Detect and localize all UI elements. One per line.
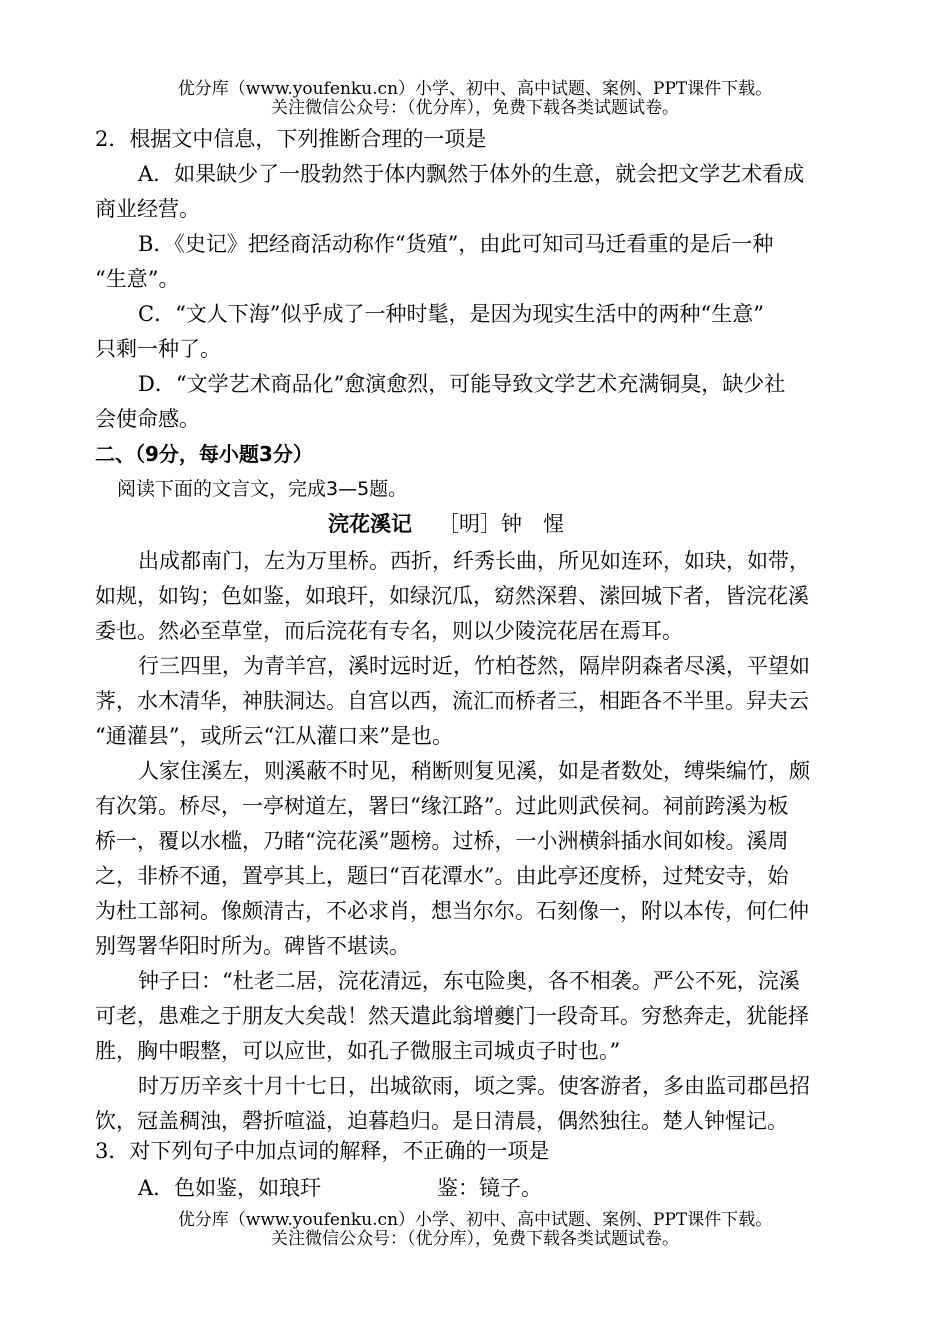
passage-line: 有次第。桥尽，一亭树道左，署曰“缘江路”。过此则武侯祠。祠前跨溪为板 bbox=[95, 794, 789, 818]
passage-line: 之，非桥不通，置亭其上，题曰“百花潭水”。由此亭还度桥，过梵安寺，始 bbox=[95, 864, 789, 888]
q2-option-d-line2: 会使命感。 bbox=[95, 407, 200, 431]
q2-option-b-line1: B．《史记》把经商活动称作“货殖”，由此可知司马迁看重的是后一种 bbox=[138, 232, 774, 256]
q2-option-a-line2: 商业经营。 bbox=[95, 197, 200, 221]
passage-line: 饮，冠盖稠浊，磬折喧溢，迫暮趋归。是日清晨，偶然独往。楚人钟惺记。 bbox=[95, 1109, 788, 1133]
passage-line: 可老，患难之于朋友大矣哉！然天遣此翁增夔门一段奇耳。穷愁奔走，犹能择 bbox=[95, 1004, 809, 1028]
passage-line: 胜，胸中暇整，可以应世，如孔子微服主司城贞子时也。” bbox=[95, 1039, 621, 1063]
passage-author: ［明］钟 惺 bbox=[438, 512, 564, 536]
q2-stem: 2．根据文中信息，下列推断合理的一项是 bbox=[95, 127, 487, 151]
passage-line: 为杜工部祠。像颇清古，不必求肖，想当尔尔。石刻像一，附以本传，何仁仲 bbox=[95, 899, 809, 923]
passage-line: 钟子曰：“杜老二居，浣花清远，东屯险奥，各不相袭。严公不死，浣溪 bbox=[138, 969, 800, 993]
passage-line: 人家住溪左，则溪蔽不时见，稍断则复见溪，如是者数处，缚柴编竹，颇 bbox=[138, 759, 810, 783]
passage-title-block bbox=[328, 509, 564, 539]
passage-line: 时万历辛亥十月十七日，出城欲雨，顷之霁。使客游者，多由监司郡邑招 bbox=[138, 1074, 810, 1098]
passage-line: 如规，如钩；色如鉴，如琅玕，如绿沉瓜，窈然深碧、潆回城下者，皆浣花溪 bbox=[95, 584, 809, 608]
passage-title: 浣花溪记 bbox=[328, 511, 412, 536]
passage-line: 委也。然必至草堂，而后浣花有专名，则以少陵浣花居在焉耳。 bbox=[95, 619, 683, 643]
q2-option-c-line2: 只剩一种了。 bbox=[95, 337, 221, 361]
passage-line: 桥一，覆以水槛，乃睹“浣花溪”题榜。过桥，一小洲横斜插水间如梭。溪周 bbox=[95, 829, 789, 853]
header-bottom-line2: 关注微信公众号：（优分库），免费下载各类试题试卷。 bbox=[271, 1229, 679, 1249]
passage-line: 行三四里，为青羊宫，溪时远时近，竹柏苍然，隔岸阴森者尽溪，平望如 bbox=[138, 654, 810, 678]
header-top-line1: 优分库（www.youfenku.cn）小学、初中、高中试题、案例、PPT课件下载。 bbox=[177, 79, 773, 99]
q2-option-b-line2: “生意”。 bbox=[95, 267, 180, 291]
section-heading: 二、（9分，每小题3分） bbox=[95, 442, 313, 466]
section-instruction: 阅读下面的文言文，完成3—5题。 bbox=[117, 478, 408, 500]
passage-line: “通灌县”，或所云“江从灌口来”是也。 bbox=[95, 724, 453, 748]
header-top-line2: 关注微信公众号：（优分库），免费下载各类试题试卷。 bbox=[271, 98, 679, 118]
q3-stem: 3．对下列句子中加点词的解释，不正确的一项是 bbox=[95, 1139, 550, 1163]
passage-line: 出成都南门，左为万里桥。西折，纤秀长曲，所见如连环，如玦，如带， bbox=[138, 549, 810, 573]
q2-option-a-line1: A．如果缺少了一股勃然于体内飘然于体外的生意，就会把文学艺术看成 bbox=[138, 162, 805, 186]
q3-option-a: A．色如鉴，如琅玕 bbox=[138, 1176, 322, 1200]
header-bottom-line1: 优分库（www.youfenku.cn）小学、初中、高中试题、案例、PPT课件下载。 bbox=[177, 1210, 773, 1230]
passage-line: 荠，水木清华，神肤洞达。自宫以西，流汇而桥者三，相距各不半里。舁夫云 bbox=[95, 689, 809, 713]
passage-line: 别驾署华阳时所为。碑皆不堪读。 bbox=[95, 934, 410, 958]
q2-option-d-line1: D．“文学艺术商品化”愈演愈烈，可能导致文学艺术充满铜臭，缺少社 bbox=[138, 372, 786, 396]
q2-option-c-line1: C．“文人下海”似乎成了一种时髦，是因为现实生活中的两种“生意” bbox=[138, 302, 765, 326]
q3-option-a-gloss: 鉴：镜子。 bbox=[437, 1176, 542, 1200]
